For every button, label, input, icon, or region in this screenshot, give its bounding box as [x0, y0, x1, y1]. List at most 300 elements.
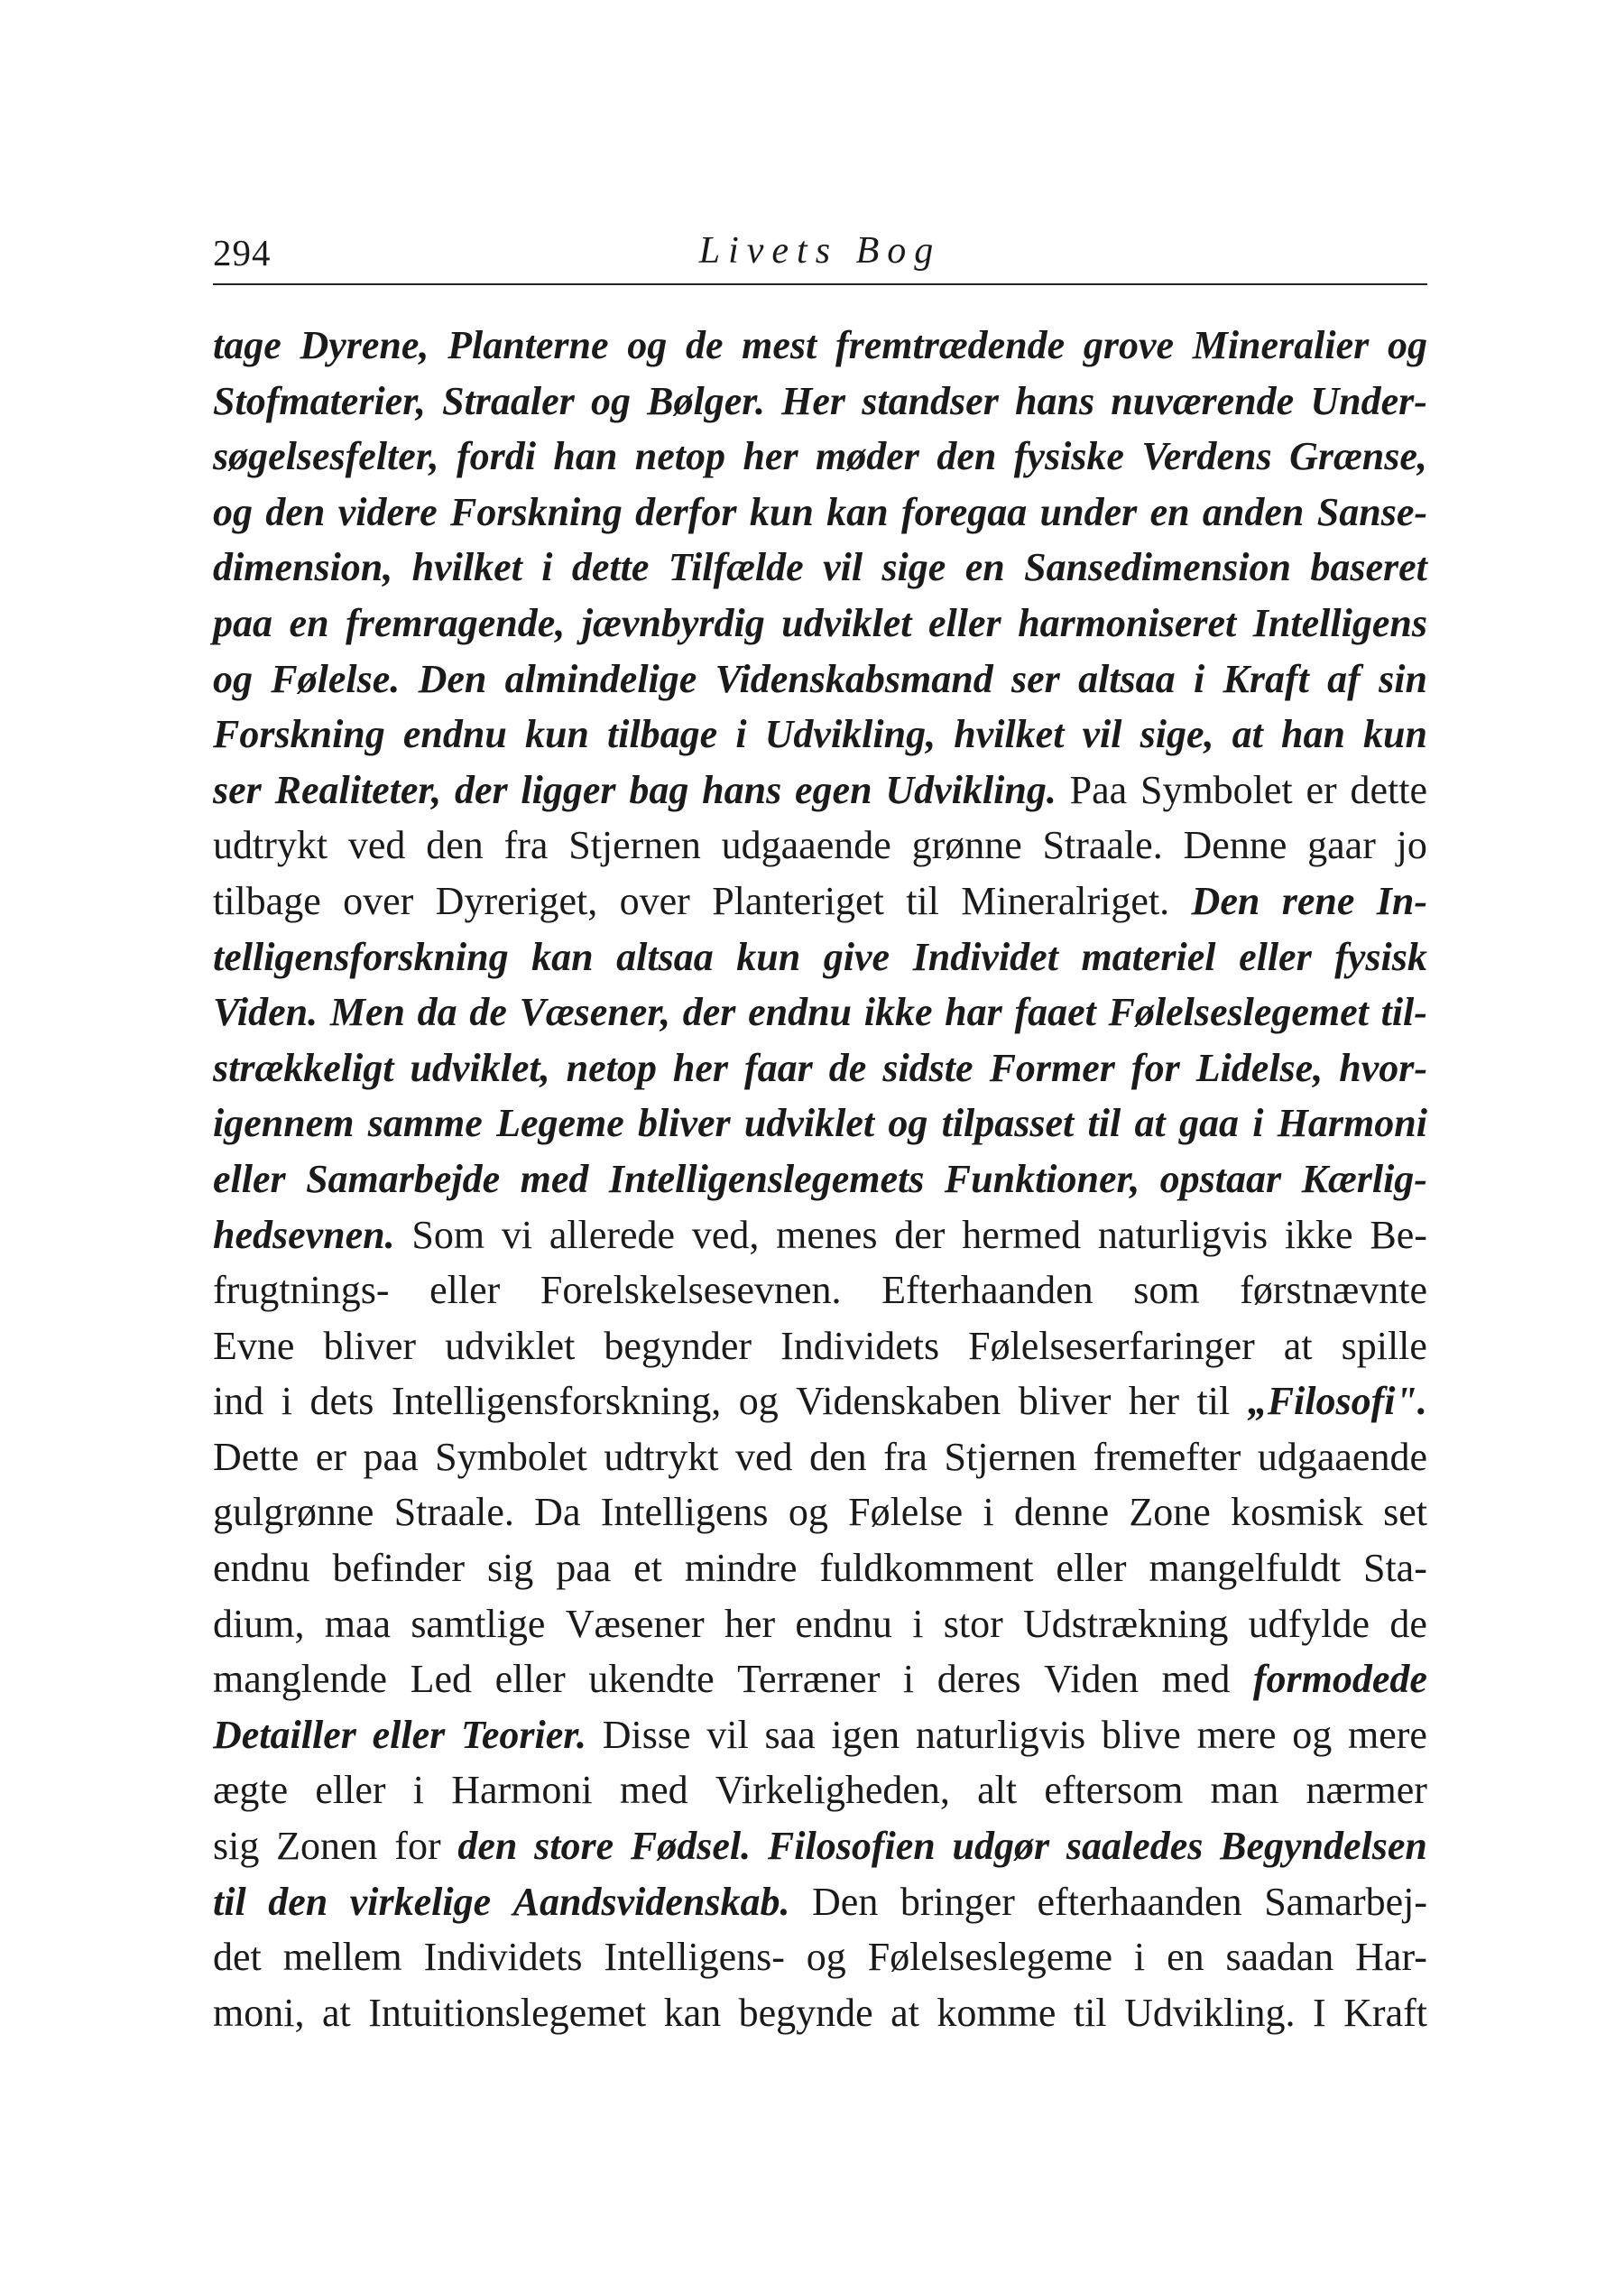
word: dette [571, 545, 650, 590]
word: ser [1011, 656, 1060, 701]
word: sige, [1140, 712, 1214, 757]
word: det [213, 1935, 262, 1980]
word: er [1306, 767, 1337, 812]
word: foregaa [900, 489, 1028, 534]
word: sig [486, 1546, 534, 1591]
word: virkelige [349, 1879, 492, 1924]
word: sige [881, 545, 946, 590]
word: Udvikling. [1124, 1990, 1296, 2035]
word: han [1280, 712, 1345, 757]
word: de [685, 323, 724, 367]
word: hans [702, 767, 782, 812]
word: endnu [748, 990, 853, 1035]
word: Intelligenslegemets [608, 1156, 925, 1201]
word: udviklet, [410, 1045, 550, 1090]
word: en [1149, 489, 1190, 534]
word: af [1327, 656, 1361, 701]
word: vil [1082, 712, 1122, 757]
word: kan [531, 934, 594, 979]
word: her [724, 1601, 776, 1646]
word: sidste [882, 1045, 973, 1090]
word: i [412, 1768, 424, 1813]
word: frugtnings- [213, 1268, 390, 1313]
word: faar [744, 1045, 813, 1090]
word: den [937, 434, 997, 479]
word: her [743, 434, 798, 479]
word: og [788, 1490, 828, 1535]
word: Intelligensforskning, [391, 1379, 722, 1424]
word: Teorier. [461, 1712, 586, 1757]
word: eftersom [1044, 1768, 1184, 1813]
word: videre [337, 489, 438, 534]
word: befinder [332, 1546, 466, 1591]
word: Bølger. [647, 378, 765, 423]
word: jo [1396, 823, 1427, 868]
text-line [213, 818, 1427, 874]
word: gaa [1178, 1101, 1239, 1146]
word: samme [367, 1101, 483, 1146]
word: Udvikling, [764, 712, 937, 757]
word: udgaaende [721, 823, 891, 868]
page-number: 294 [213, 232, 272, 273]
word: i [1133, 1935, 1146, 1980]
word: begynde [738, 1990, 873, 2035]
word: den [268, 1879, 328, 1924]
word: alt [977, 1768, 1018, 1813]
word: er [315, 1434, 347, 1479]
word: der [454, 767, 508, 812]
word: og [888, 1101, 928, 1146]
word: Videnskaben [796, 1379, 1001, 1424]
word: og [213, 656, 253, 701]
text-line [213, 429, 1427, 485]
word: Viden [1044, 1657, 1139, 1702]
word: og [806, 1935, 846, 1980]
word: Da [534, 1490, 581, 1535]
word: In- [1376, 878, 1427, 923]
word: en [1167, 1935, 1204, 1980]
word: over [343, 878, 414, 923]
word: Intelligens [1252, 600, 1427, 645]
word: og [627, 323, 668, 367]
word: Disse [602, 1712, 691, 1757]
word: Harmoni [1277, 1101, 1427, 1146]
word: eller [429, 1268, 501, 1313]
word: hvilket [954, 712, 1065, 757]
word: bliver [323, 1323, 417, 1368]
word: materiel [1081, 934, 1216, 979]
text-line [213, 1373, 1427, 1429]
word: sin [1379, 656, 1427, 701]
word: for [1130, 1045, 1180, 1090]
word: man [1210, 1768, 1279, 1813]
word: i [912, 1601, 924, 1646]
word: kun [749, 489, 814, 534]
word: til [1087, 1101, 1121, 1146]
word: rene [1281, 878, 1355, 923]
word: ved [735, 1434, 793, 1479]
word: eller [315, 1768, 386, 1813]
word: den [809, 1434, 867, 1479]
text-line [213, 374, 1427, 430]
word: fremefter [1093, 1434, 1241, 1479]
word: og [213, 489, 253, 534]
word: fra [883, 1434, 927, 1479]
text-line [213, 1596, 1427, 1652]
word: ved [347, 823, 406, 868]
word: Begyndelsen [1220, 1824, 1427, 1869]
word: paa [363, 1434, 419, 1479]
word: at [1283, 1323, 1313, 1368]
word: Grænse, [1289, 434, 1427, 479]
word: Har- [1355, 1935, 1427, 1980]
word: Sanse- [1316, 489, 1427, 534]
word: altsaa [616, 934, 714, 979]
word: kosmisk [1231, 1490, 1363, 1535]
word: til [906, 878, 939, 923]
word: i [983, 1490, 994, 1535]
word: med [520, 1156, 589, 1201]
word: nærmer [1306, 1768, 1427, 1813]
word: bag [629, 767, 689, 812]
word: harmoniseret [1018, 600, 1237, 645]
text-line [213, 1707, 1427, 1763]
word: den [457, 1824, 518, 1869]
word: netop [634, 434, 726, 479]
word: Legeme [496, 1101, 624, 1146]
word: han [553, 434, 618, 479]
word: Viden. [213, 990, 318, 1035]
text-line [213, 1318, 1427, 1374]
word: kan [826, 489, 889, 534]
word: et [633, 1546, 662, 1591]
word: grønne [911, 823, 1022, 868]
body-text [213, 318, 1427, 2040]
word: den [265, 489, 326, 534]
word: Planterne [448, 323, 609, 367]
word: Lidelse, [1195, 1045, 1324, 1090]
word: „Filosofi". [1247, 1379, 1427, 1424]
word: og [1292, 1712, 1333, 1757]
word: fra [503, 823, 549, 868]
word: Individets [423, 1935, 583, 1980]
word: Følelseserfaringer [968, 1323, 1255, 1368]
word: standser [862, 378, 999, 423]
word: eller [1239, 934, 1312, 979]
word: en [964, 545, 1005, 590]
word: over [619, 878, 690, 923]
word: Filosofien [767, 1824, 936, 1869]
word: Individet [912, 934, 1058, 979]
word: Samarbejde [306, 1156, 501, 1201]
word: Stofmaterier, [213, 378, 426, 423]
word: allerede [549, 1212, 676, 1257]
word: dium, [213, 1601, 305, 1646]
word: Sta- [1362, 1546, 1427, 1591]
text-line [213, 985, 1427, 1040]
word: udtrykt [213, 823, 328, 868]
text-line [213, 540, 1427, 596]
text-line [213, 1484, 1427, 1540]
text-line [213, 1929, 1427, 1985]
word: udtrykt [604, 1434, 719, 1479]
word: Symbolet [435, 1434, 587, 1479]
word: sig [213, 1824, 260, 1869]
word: eller [494, 1657, 566, 1702]
word: Detailler [213, 1712, 356, 1757]
word: Intelligens- [604, 1935, 785, 1980]
word: naturligvis [1097, 1212, 1269, 1257]
word: Kærlig- [1301, 1156, 1427, 1201]
word: med [1161, 1657, 1231, 1702]
text-line [213, 1874, 1427, 1930]
word: Paa [1069, 767, 1128, 812]
word: Straale. [1042, 823, 1163, 868]
word: mest [742, 323, 817, 367]
word: Dyrene, [300, 323, 429, 367]
word: til [213, 1879, 246, 1924]
word: Realiteter, [274, 767, 442, 812]
word: Terræner [737, 1657, 881, 1702]
word: vil [706, 1712, 749, 1757]
word: Intelligens [600, 1490, 769, 1535]
word: her [672, 1045, 729, 1090]
text-line [213, 485, 1427, 541]
word: gulgrønne [213, 1490, 374, 1535]
word: kun [1363, 712, 1427, 757]
word: derfor [635, 489, 737, 534]
word: telligensforskning [213, 934, 509, 979]
word: saadan [1225, 1935, 1334, 1980]
word: dets [309, 1379, 374, 1424]
word: har [945, 990, 1002, 1035]
word: eller [213, 1156, 286, 1201]
word: Følelseslegeme [867, 1935, 1112, 1980]
word: menes [776, 1212, 878, 1257]
word: samtlige [411, 1601, 546, 1646]
word: Planteriget [712, 878, 884, 923]
word: blive [1101, 1712, 1181, 1757]
word: moni, [213, 1990, 305, 2035]
word: bliver [1018, 1379, 1112, 1424]
word: der [682, 990, 736, 1035]
word: de [469, 990, 507, 1035]
word: med [619, 1768, 688, 1813]
word: endnu [795, 1601, 892, 1646]
word: kan [663, 1990, 722, 2035]
word: og [738, 1379, 779, 1424]
word: udviklet [743, 1101, 875, 1146]
word: deres [937, 1657, 1021, 1702]
word: mangelfuldt [1149, 1546, 1342, 1591]
word: udgaaende [1257, 1434, 1427, 1479]
word: under [1039, 489, 1138, 534]
word: Her [781, 378, 846, 423]
word: Harmoni [451, 1768, 593, 1813]
text-line [213, 929, 1427, 985]
word: Evne [213, 1323, 295, 1368]
word: hedsevnen. [213, 1212, 395, 1257]
word: førstnævnte [1240, 1268, 1427, 1313]
word: som [1133, 1268, 1200, 1313]
word: Sansedimension [1024, 545, 1291, 590]
word: saaledes [1066, 1824, 1204, 1869]
word: eller [1056, 1546, 1127, 1591]
word: Videnskabsmand [715, 656, 993, 701]
word: naturligvis [915, 1712, 1086, 1757]
word: Virkeligheden, [715, 1768, 950, 1813]
text-line [213, 874, 1427, 929]
word: her [1128, 1379, 1180, 1424]
word: Som [411, 1212, 485, 1257]
word: fysisk [1334, 934, 1427, 979]
text-line [213, 652, 1427, 707]
word: Forskning [213, 712, 385, 757]
word: bringer [900, 1879, 1015, 1924]
word: saa [764, 1712, 816, 1757]
word: grove [1083, 323, 1175, 367]
word: at [890, 1990, 919, 2035]
word: dette [1350, 767, 1427, 812]
word: Led [410, 1657, 473, 1702]
word: møder [816, 434, 919, 479]
word: store [534, 1824, 614, 1869]
word: altsaa [1078, 656, 1176, 701]
word: til [1073, 1990, 1107, 2035]
word: i [281, 1379, 292, 1424]
word: Kraft [1223, 656, 1309, 701]
word: mere [1348, 1712, 1427, 1757]
word: at [321, 1990, 351, 2035]
word: Intuitionslegemet [368, 1990, 647, 2035]
word: tilbage [607, 712, 718, 757]
word: Individets [780, 1323, 940, 1368]
word: og [1387, 323, 1427, 367]
word: ligger [521, 767, 616, 812]
word: igennem [213, 1101, 355, 1146]
word: mere [1196, 1712, 1277, 1757]
word: Be- [1370, 1212, 1427, 1257]
word: Zone [1129, 1490, 1211, 1535]
word: strækkeligt [213, 1045, 394, 1090]
word: spille [1341, 1323, 1427, 1368]
word: stor [943, 1601, 1003, 1646]
word: Mineralier [1192, 323, 1370, 367]
text-line [213, 1040, 1427, 1096]
word: og [590, 378, 631, 423]
word: I [1313, 1990, 1326, 2035]
word: da [417, 990, 457, 1035]
word: Den [812, 1879, 879, 1924]
word: formodede [1252, 1657, 1427, 1702]
word: jævnbyrdig [581, 600, 765, 645]
word: endnu [213, 1546, 310, 1591]
word: Følelse. [271, 656, 401, 701]
word: Denne [1183, 823, 1287, 868]
word: dimension, [213, 545, 393, 590]
text-line [213, 1651, 1427, 1707]
word: ind [213, 1379, 264, 1424]
word: Udstrækning [1023, 1601, 1229, 1646]
word: ser [213, 767, 262, 812]
word: udviklet [781, 600, 912, 645]
word: eller [928, 600, 1001, 645]
text-line [213, 763, 1427, 818]
text-line [213, 1985, 1427, 2041]
word: hvilket [411, 545, 522, 590]
word: gaar [1307, 823, 1376, 868]
text-line [213, 1151, 1427, 1207]
word: at [1232, 712, 1263, 757]
word: ukendte [588, 1657, 715, 1702]
running-head [213, 226, 1427, 283]
text-line [213, 1207, 1427, 1263]
word: Men [329, 990, 405, 1035]
word: Udvikling. [885, 767, 1057, 812]
text-line [213, 318, 1427, 374]
word: ikke [1284, 1212, 1353, 1257]
word: begynder [604, 1323, 752, 1368]
word: vil [823, 545, 863, 590]
word: en [289, 600, 329, 645]
word: tilbage [213, 878, 321, 923]
word: Straaler [442, 378, 575, 423]
word: tilpasset [941, 1101, 1075, 1146]
word: fordi [456, 434, 536, 479]
word: efterhaanden [1037, 1879, 1242, 1924]
word: Stjernen [944, 1434, 1077, 1479]
word: bliver [638, 1101, 731, 1146]
word: Mineralriget. [961, 878, 1170, 923]
word: almindelige [504, 656, 697, 701]
word: kun [524, 712, 589, 757]
word: Forelskelsesevnen. [540, 1268, 842, 1313]
word: Efterhaanden [881, 1268, 1093, 1313]
word: Den [418, 656, 487, 701]
word: i [902, 1657, 915, 1702]
word: udfylde [1248, 1601, 1370, 1646]
word: eller [372, 1712, 446, 1757]
word: i [1193, 656, 1205, 701]
word: Zonen [276, 1824, 378, 1869]
word: set [1383, 1490, 1427, 1535]
word: hans [1015, 378, 1095, 423]
word: faaet [1014, 990, 1096, 1035]
word: ved, [691, 1212, 760, 1257]
text-line [213, 1540, 1427, 1596]
word: vi [501, 1212, 533, 1257]
word: Følelseslegemet [1108, 990, 1369, 1035]
word: mellem [282, 1935, 402, 1980]
word: netop [566, 1045, 657, 1090]
text-line [213, 1262, 1427, 1318]
word: Under- [1310, 378, 1427, 423]
word: til [1196, 1379, 1231, 1424]
word: udviklet [445, 1323, 576, 1368]
word: Former [989, 1045, 1115, 1090]
word: Symbolet [1140, 767, 1293, 812]
word: Straale. [393, 1490, 514, 1535]
word: den [426, 823, 484, 868]
word: baseret [1310, 545, 1427, 590]
word: Funktioner, [944, 1156, 1140, 1201]
word: Væsener, [519, 990, 671, 1035]
word: paa [213, 600, 272, 645]
word: Tilfælde [668, 545, 804, 590]
word: denne [1014, 1490, 1110, 1535]
running-title: Livets Bog [698, 230, 942, 272]
word: der [894, 1212, 946, 1257]
